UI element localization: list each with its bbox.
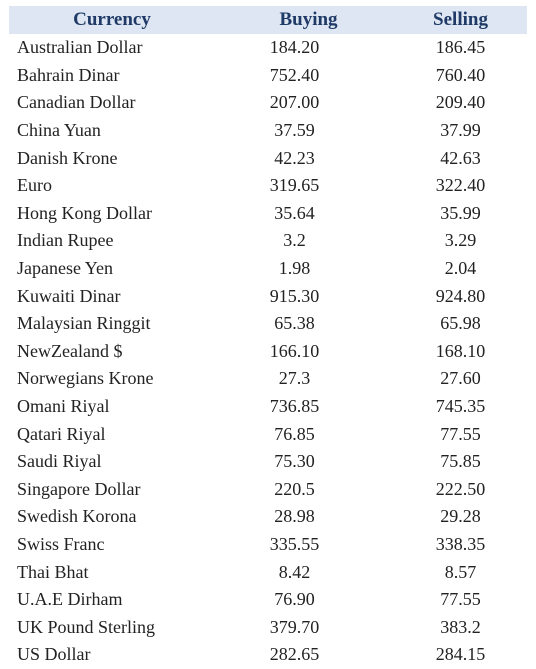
- currency-name: Hong Kong Dollar: [17, 202, 152, 223]
- selling-rate: 3.29: [444, 230, 477, 251]
- buying-rate: 319.65: [269, 175, 320, 196]
- selling-rate: 42.63: [440, 147, 481, 168]
- selling-rate: 383.2: [440, 616, 481, 637]
- header-selling: Selling: [433, 9, 488, 30]
- table-row: [9, 365, 527, 393]
- buying-rate: 184.20: [269, 37, 320, 58]
- currency-name: UK Pound Sterling: [17, 616, 156, 637]
- table-row: [9, 476, 527, 504]
- currency-name: Malaysian Ringgit: [17, 313, 151, 334]
- currency-name: Euro: [17, 175, 52, 196]
- buying-rate: 3.2: [283, 230, 306, 251]
- selling-rate: 760.40: [435, 64, 486, 85]
- table-row: [9, 227, 527, 255]
- selling-rate: 338.35: [435, 533, 486, 554]
- table-row: [9, 531, 527, 559]
- currency-name: Japanese Yen: [17, 258, 113, 279]
- buying-rate: 37.59: [274, 120, 315, 141]
- selling-rate: 284.15: [435, 644, 486, 665]
- selling-rate: 35.99: [440, 202, 481, 223]
- table-row: [9, 503, 527, 531]
- table-row: [9, 200, 527, 228]
- selling-rate: 322.40: [435, 175, 486, 196]
- table-row: [9, 62, 527, 90]
- currency-name: NewZealand $: [17, 340, 123, 361]
- table-row: [9, 282, 527, 310]
- table-row: [9, 558, 527, 586]
- selling-rate: 924.80: [435, 285, 486, 306]
- selling-rate: 222.50: [435, 478, 486, 499]
- table-row: [9, 310, 527, 338]
- buying-rate: 736.85: [269, 396, 320, 417]
- buying-rate: 75.30: [274, 451, 315, 472]
- selling-rate: 77.55: [440, 589, 481, 610]
- buying-rate: 379.70: [269, 616, 320, 637]
- table-row: [9, 393, 527, 421]
- selling-rate: 75.85: [440, 451, 481, 472]
- table-row: [9, 338, 527, 366]
- buying-rate: 8.42: [278, 561, 311, 582]
- buying-rate: 335.55: [269, 533, 320, 554]
- exchange-rate-table-container: [9, 6, 527, 669]
- selling-rate: 2.04: [444, 258, 477, 279]
- currency-name: Thai Bhat: [17, 561, 89, 582]
- currency-name: Indian Rupee: [17, 230, 114, 251]
- header-currency: Currency: [73, 9, 151, 30]
- selling-rate: 745.35: [435, 396, 486, 417]
- currency-name: Swiss Franc: [17, 533, 105, 554]
- buying-rate: 35.64: [274, 202, 315, 223]
- currency-name: Norwegians Krone: [17, 368, 154, 389]
- selling-rate: 27.60: [440, 368, 481, 389]
- header-buying: Buying: [279, 9, 338, 30]
- buying-rate: 282.65: [269, 644, 320, 665]
- table-row: [9, 89, 527, 117]
- currency-name: Australian Dollar: [17, 37, 143, 58]
- table-header-row: [9, 6, 527, 34]
- buying-rate: 166.10: [269, 340, 320, 361]
- selling-rate: 37.99: [440, 120, 481, 141]
- currency-name: Swedish Korona: [17, 506, 137, 527]
- currency-name: U.A.E Dirham: [17, 589, 123, 610]
- buying-rate: 42.23: [274, 147, 315, 168]
- buying-rate: 76.85: [274, 423, 315, 444]
- table-row: [9, 255, 527, 283]
- table-row: [9, 144, 527, 172]
- currency-name: Bahrain Dinar: [17, 64, 120, 85]
- selling-rate: 29.28: [440, 506, 481, 527]
- table-row: [9, 420, 527, 448]
- currency-name: US Dollar: [17, 644, 91, 665]
- table-row: [9, 613, 527, 641]
- table-row: [9, 586, 527, 614]
- table-row: [9, 117, 527, 145]
- exchange-rate-table: [9, 6, 527, 669]
- selling-rate: 168.10: [435, 340, 486, 361]
- selling-rate: 77.55: [440, 423, 481, 444]
- table-row: [9, 172, 527, 200]
- selling-rate: 65.98: [440, 313, 481, 334]
- table-row: [9, 448, 527, 476]
- buying-rate: 220.5: [274, 478, 315, 499]
- buying-rate: 27.3: [278, 368, 311, 389]
- currency-name: Singapore Dollar: [17, 478, 141, 499]
- table-row: [9, 34, 527, 62]
- selling-rate: 186.45: [435, 37, 486, 58]
- table-body: [9, 34, 527, 669]
- selling-rate: 8.57: [444, 561, 477, 582]
- currency-name: China Yuan: [17, 120, 101, 141]
- currency-name: Qatari Riyal: [17, 423, 106, 444]
- buying-rate: 1.98: [278, 258, 311, 279]
- buying-rate: 65.38: [274, 313, 315, 334]
- currency-name: Kuwaiti Dinar: [17, 285, 121, 306]
- selling-rate: 209.40: [435, 92, 486, 113]
- currency-name: Danish Krone: [17, 147, 118, 168]
- currency-name: Saudi Riyal: [17, 451, 102, 472]
- buying-rate: 28.98: [274, 506, 315, 527]
- buying-rate: 915.30: [269, 285, 320, 306]
- buying-rate: 752.40: [269, 64, 320, 85]
- currency-name: Canadian Dollar: [17, 92, 136, 113]
- buying-rate: 207.00: [269, 92, 320, 113]
- currency-name: Omani Riyal: [17, 396, 110, 417]
- buying-rate: 76.90: [274, 589, 315, 610]
